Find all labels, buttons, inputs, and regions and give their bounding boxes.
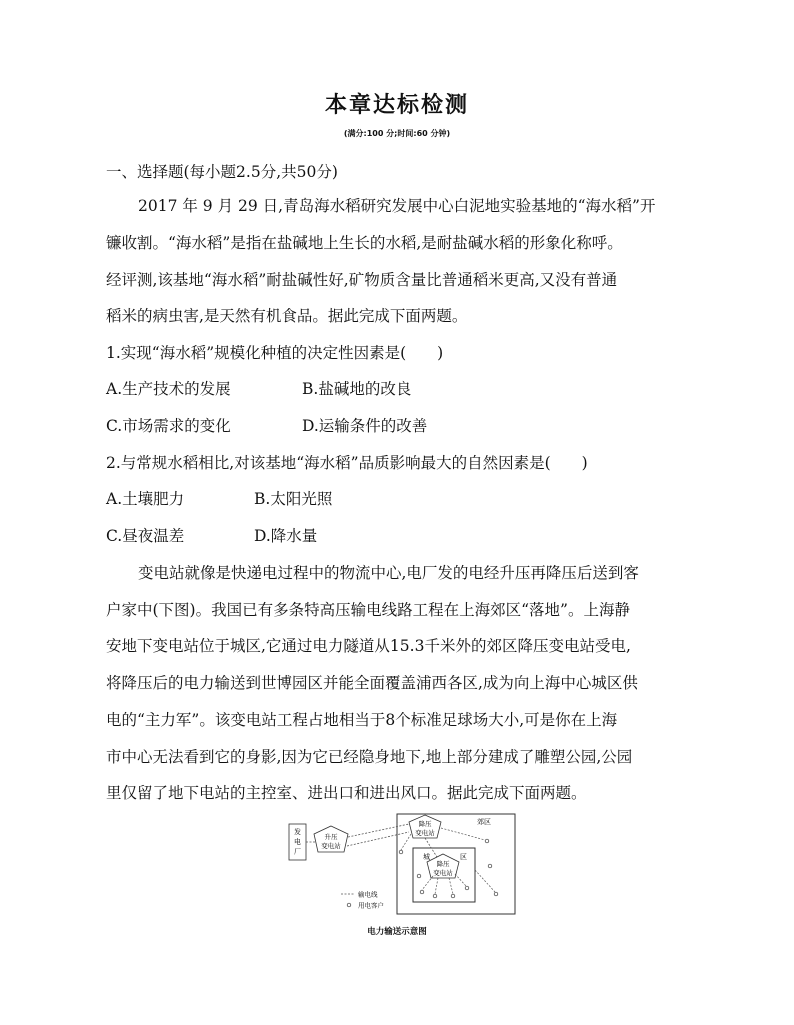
passage2-line: 电的“主力军”。该变电站工程占地相当于8个标准足球场大小,可是你在上海 <box>106 711 618 729</box>
customer-dot <box>420 890 424 894</box>
power-transmission-diagram <box>285 810 520 920</box>
legend-customer-label: 用电客户 <box>358 901 384 910</box>
passage2-line: 将降压后的电力输送到世博园区并能全面覆盖浦西各区,成为向上海中心城区供 <box>106 674 638 692</box>
step-up-substation-label: 升压 <box>324 833 338 841</box>
transmission-line <box>449 878 453 894</box>
transmission-line <box>455 874 466 886</box>
customer-dot <box>465 886 469 890</box>
question-1-option-d: D.运输条件的改善 <box>302 417 428 435</box>
question-1-option-b: B.盐碱地的改良 <box>302 380 412 398</box>
power-plant-label: 发 <box>294 828 301 836</box>
question-1-option-c: C.市场需求的变化 <box>106 417 231 435</box>
transmission-line <box>401 834 411 850</box>
transmission-line <box>475 870 495 892</box>
customer-dot <box>485 839 489 843</box>
passage1-line: 经评测,该基地“海水稻”耐盐碱性好,矿物质含量比普通稻米更高,又没有普通 <box>106 271 618 289</box>
city-step-down-label: 降压 <box>436 860 450 868</box>
customer-dot <box>488 864 492 868</box>
question-2-stem: 2.与常规水稻相比,对该基地“海水稻”品质影响最大的自然因素是( ) <box>106 454 588 472</box>
passage2-line: 市中心无法看到它的身影,因为它已经隐身地下,地上部分建成了雕塑公园,公园 <box>106 748 633 766</box>
legend-line-label: 输电线 <box>358 890 378 899</box>
transmission-line <box>348 824 409 837</box>
customer-dot <box>494 892 498 896</box>
question-1-stem: 1.实现“海水稻”规模化种植的决定性因素是( ) <box>106 344 444 362</box>
suburb-label: 郊区 <box>477 818 491 826</box>
page-subtitle: (满分:100 分;时间:60 分钟) <box>343 129 451 138</box>
page-title: 本章达标检测 <box>324 93 469 118</box>
city-step-down-label: 变电站 <box>433 869 453 877</box>
customer-dot <box>433 894 437 898</box>
suburb-step-down-label: 降压 <box>418 820 432 828</box>
customer-dot <box>399 850 403 854</box>
transmission-line <box>435 878 438 894</box>
city-label: 城 <box>423 853 430 861</box>
passage2-line: 户家中(下图)。我国已有多条特高压输电线路工程在上海郊区“落地”。上海静 <box>106 601 630 619</box>
transmission-line <box>347 832 409 846</box>
question-2-option-a: A.土壤肥力 <box>106 490 185 508</box>
transmission-line <box>441 828 485 840</box>
legend-customer-dot <box>347 903 351 907</box>
question-2-option-d: D.降水量 <box>254 527 318 545</box>
passage1-line: 稻米的病虫害,是天然有机食品。据此完成下面两题。 <box>106 307 468 325</box>
section-heading: 一、选择题(每小题2.5分,共50分) <box>106 163 338 181</box>
question-2-option-b: B.太阳光照 <box>254 490 333 508</box>
figure-caption: 电力输送示意图 <box>367 927 427 937</box>
customer-dot <box>417 874 421 878</box>
question-2-option-c: C.昼夜温差 <box>106 527 185 545</box>
suburb-step-down-label: 变电站 <box>415 829 435 837</box>
question-1-option-a: A.生产技术的发展 <box>106 380 231 398</box>
passage2-line: 变电站就像是快递电过程中的物流中心,电厂发的电经升压再降压后送到客 <box>138 564 639 582</box>
passage2-line: 里仅留了地下电站的主控室、进出口和进出风口。据此完成下面两题。 <box>106 784 587 802</box>
step-up-substation-label: 变电站 <box>321 842 341 850</box>
city-label: 区 <box>460 853 467 861</box>
power-plant-label: 电 <box>294 838 301 846</box>
passage2-line: 安地下变电站位于城区,它通过电力隧道从15.3千米外的郊区降压变电站受电, <box>106 637 631 655</box>
customer-dot <box>451 894 455 898</box>
power-plant-label: 厂 <box>294 848 301 856</box>
passage1-line: 镰收割。“海水稻”是指在盐碱地上生长的水稻,是耐盐碱水稻的形象化称呼。 <box>106 234 623 252</box>
passage1-line: 2017 年 9 月 29 日,青岛海水稻研究发展中心白泥地实验基地的“海水稻”开 <box>138 197 656 215</box>
